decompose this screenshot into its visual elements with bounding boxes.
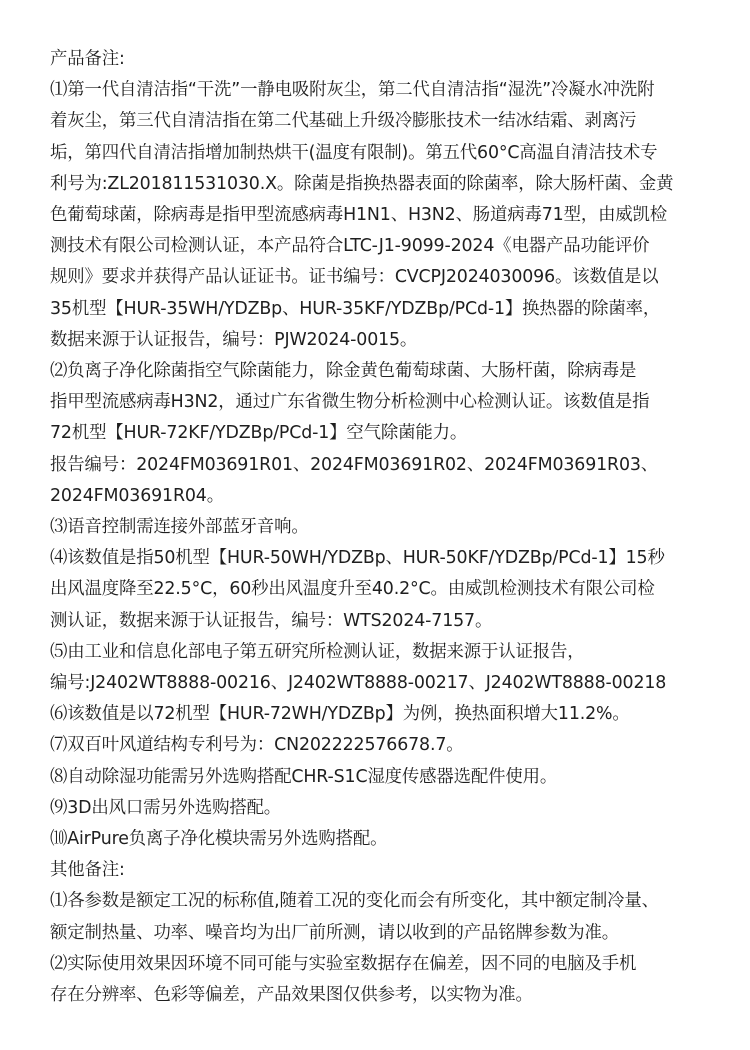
product-note-line: 编号:J2402WT8888-00216、J2402WT8888-00217、J2402WT8888-00218 (50, 673, 667, 693)
product-note-line: ⑷该数值是指50机型【HUR-50WH/YDZBp、HUR-50KF/YDZBp/PCd-1】15秒 (50, 548, 665, 568)
other-note-line: 存在分辨率、色彩等偏差，产品效果图仅供参考，以实物为准。 (50, 985, 533, 1005)
product-note-line: 35机型【HUR-35WH/YDZBp、HUR-35KF/YDZBp/PCd-1】换热器的除菌率， (50, 299, 661, 319)
product-note-line: 指甲型流感病毒H3N2，通过广东省微生物分析检测中心检测认证。该数值是指 (50, 392, 650, 412)
product-note-line: ⑻自动除湿功能需另外选购搭配CHR-S1C湿度传感器选配件使用。 (50, 767, 558, 787)
product-note-line: 测认证，数据来源于认证报告，编号：WTS2024-7157。 (50, 611, 493, 631)
other-note-line: 额定制热量、功率、噪音均为出厂前所测，请以收到的产品铭牌参数为准。 (50, 923, 619, 943)
product-note-line: 测技术有限公司检测认证，本产品符合LTC-J1-9099-2024《电器产品功能评价 (50, 236, 650, 256)
product-note-line: 利号为:ZL201811531030.X。除菌是指换热器表面的除菌率，除大肠杆菌、金黄 (50, 174, 674, 194)
product-note-line: 规则》要求并获得产品认证证书。证书编号：CVCPJ2024030096。该数值是以 (50, 267, 659, 287)
product-note-line: ⑼3D出风口需另外选购搭配。 (50, 798, 282, 818)
product-note-line: 数据来源于认证报告，编号：PJW2024-0015。 (50, 330, 418, 350)
other-note-line: ⑴各参数是额定工况的标称值,随着工况的变化而会有所变化，其中额定制冷量、 (50, 891, 659, 911)
product-note-line: ⑺双百叶风道结构专利号为：CN202222576678.7。 (50, 735, 464, 755)
product-note-line: 报告编号：2024FM03691R01、2024FM03691R02、2024FM03691R03、 (50, 455, 659, 475)
product-note-line: ⑽AirPure负离子净化模块需另外选购搭配。 (50, 829, 388, 849)
product-note-line: ⑶语音控制需连接外部蓝牙音响。 (50, 517, 309, 537)
product-note-line: 2024FM03691R04。 (50, 486, 224, 506)
product-notes-heading: 产品备注: (50, 49, 125, 69)
other-notes-heading: 其他备注: (50, 860, 125, 880)
product-note-line: 出风温度降至22.5°C，60秒出风温度升至40.2°C。由威凯检测技术有限公司检 (50, 579, 655, 599)
product-note-line: 着灰尘，第三代自清洁指在第二代基础上升级冷膨胀技术一结冰结霜、剥离污 (50, 111, 637, 131)
product-note-line: 72机型【HUR-72KF/YDZBp/PCd-1】空气除菌能力。 (50, 423, 468, 443)
product-note-line: 色葡萄球菌，除病毒是指甲型流感病毒H1N1、H3N2、肠道病毒71型，由威凯检 (50, 205, 668, 225)
product-note-line: ⑹该数值是以72机型【HUR-72WH/YDZBp】为例，换热面积增大11.2%。 (50, 704, 630, 724)
product-note-line: ⑴第一代自清洁指“干洗”一静电吸附灰尘，第二代自清洁指“湿洗”冷凝水冲洗附 (50, 80, 655, 100)
product-note-line: ⑸由工业和信息化部电子第五研究所检测认证，数据来源于认证报告， (50, 642, 585, 662)
product-note-line: 垢，第四代自清洁指增加制热烘干(温度有限制)。第五代60°C高温自清洁技术专 (50, 143, 658, 163)
product-note-line: ⑵负离子净化除菌指空气除菌能力，除金黄色葡萄球菌、大肠杆菌，除病毒是 (50, 361, 637, 381)
other-note-line: ⑵实际使用效果因环境不同可能与实验室数据存在偏差，因不同的电脑及手机 (50, 954, 637, 974)
